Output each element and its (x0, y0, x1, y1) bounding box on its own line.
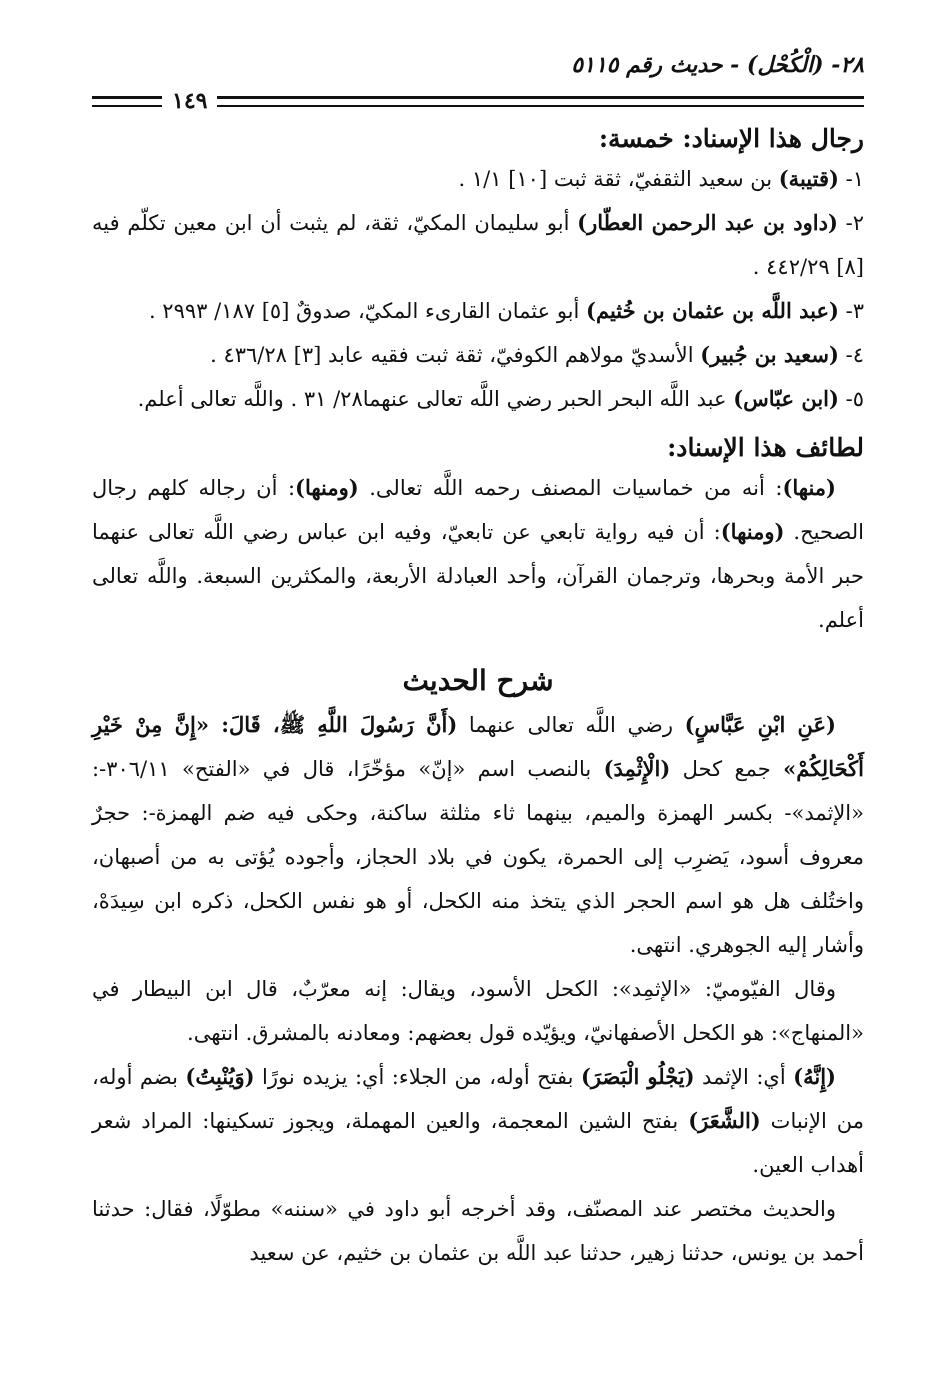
narrator-4: ٤- (سعيد بن جُبير) الأسديّ مولاهم الكوفيّ، ثقة ثبت فقيه عابد [٣] ٤٣٦/٢٨ . (210, 342, 864, 367)
narrator-1: ١- (قتيبة) بن سعيد الثقفيّ، ثقة ثبت [١٠] ١/١ . (458, 166, 864, 191)
chapter-title: ٢٨- (الْكُحْل) - حديث رقم ٥١١٥ (571, 52, 864, 78)
rule-line-left (92, 96, 162, 107)
narrator-3: ٣- (عبد اللَّه بن عثمان بن خُثيم) أبو عثمان القارىء المكيّ، صدوقٌ [٥] ١٨٧/ ٢٩٩٣ . (148, 298, 864, 323)
running-header (92, 52, 864, 86)
sharh-paragraph-2: وقال الفيّوميّ: «الإثمِد»: الكحل الأسود، ويقال: إنه معرّبٌ، قال ابن البيطار في «المنهاج»: هو الكحل الأصفهانيّ، ويؤيّده قول بعضهم: ومعادنه بالمشرق. انتهى. (92, 977, 864, 1045)
narrator-5: ٥- (ابن عبّاس) عبد اللَّه البحر الحبر رضي اللَّه تعالى عنهما٢٨/ ٣١ . واللَّه تعالى أعلم. (137, 386, 864, 411)
sharh-paragraph-1: (عَنِ ابْنِ عَبَّاسٍ) رضي اللَّه تعالى عنهما (أَنَّ رَسُولَ اللَّهِ ﷺ، قَالَ: «إِنَّ مِنْ خَيْرِ أَكْحَالِكُمْ» جمع كحل (الْإِثْمِدَ) بالنصب اسم «إنّ» مؤخّرًا، قال في «الفتح» ٣٠٦/١١-: «الإثمد»- بكسر الهمزة والميم، بينهما ثاء مثلثة ساكنة، وحكى فيه ضم الهمزة-: حجرٌ معروف أسود، يَضرِب إلى الحمرة، يكون في بلاد الحجاز، وأجوده يُؤتى به من أصبهان، واختُلف هل هو اسم الحجر الذي يتخذ منه الكحل، أو هو نفس الكحل، ذكره ابن سِيدَهْ، وأشار إليه الجوهري. انتهى. (92, 712, 864, 957)
lataif-heading: لطائف هذا الإسناد: (667, 433, 864, 462)
sharh-paragraph-4: والحديث مختصر عند المصنّف، وقد أخرجه أبو داود في «سننه» مطوّلًا، فقال: حدثنا أحمد بن يونس، حدثنا زهير، حدثنا عبد اللَّه بن عثمان بن خثيم، عن سعيد (92, 1197, 864, 1265)
page-content (92, 52, 864, 1275)
header-rule (92, 90, 864, 112)
isnad-heading: رجال هذا الإسناد: خمسة: (598, 124, 864, 153)
lataif-paragraph: (منها): أنه من خماسيات المصنف رحمه اللَّه تعالى. (ومنها): أن رجاله كلهم رجال الصحيح. (ومنها): أن فيه رواية تابعي عن تابعيّ، وفيه ابن عباس رضي اللَّه تعالى عنهما حبر الأمة وبحرها، وترجمان القرآن، وأحد العبادلة الأربعة، والمكثرين السبعة. واللَّه تعالى أعلم. (92, 475, 865, 632)
page-number: ١٤٩ (172, 88, 208, 114)
rule-line-right (217, 96, 864, 107)
narrator-2: ٢- (داود بن عبد الرحمن العطّار) أبو سليمان المكيّ، ثقة، لم يثبت أن ابن معين تكلّم فيه [٨] ٤٤٢/٢٩ . (92, 210, 864, 279)
sharh-heading: شرح الحديث (402, 664, 554, 697)
sharh-paragraph-3: (إِنَّهُ) أي: الإثمد (يَجْلُو الْبَصَرَ) بفتح أوله، من الجلاء: أي: يزيده نورًا (وَيُنْبِتُ) بضم أوله، من الإنبات (الشَّعَرَ) بفتح الشين المعجمة، والعين المهملة، ويجوز تسكينها: المراد شعر أهداب العين. (92, 1064, 864, 1177)
